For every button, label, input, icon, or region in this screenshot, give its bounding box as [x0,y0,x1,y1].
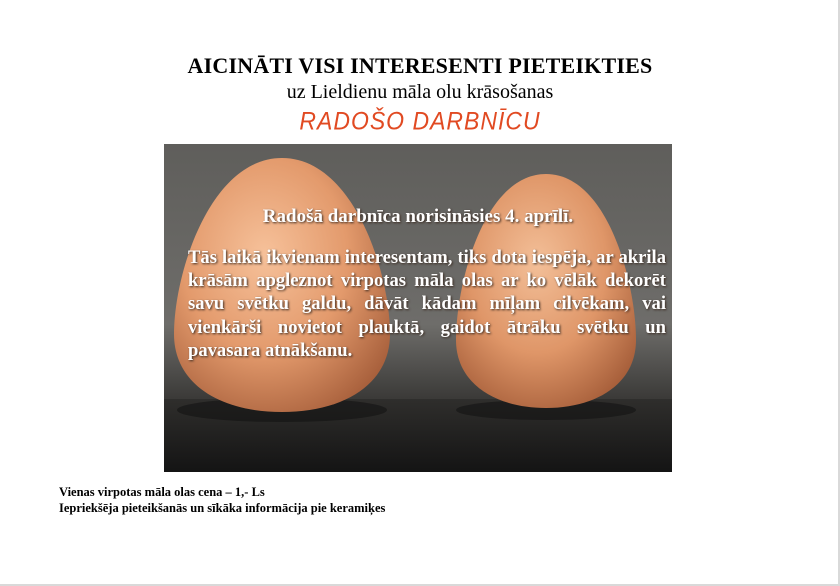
egg-price: Vienas virpotas māla olas cena – 1,- Ls [59,485,265,499]
workshop-description: Tās laikā ikvienam interesentam, tiks dota iespēja, ar akrila krāsām apgleznot virpotas māla olas ar ko vēlāk dekorēt savu svētku galdu, dāvāt kādam mīļam cilvēkam, vai vienkārši novietot plauktā, gaidot ātrāku svētku un pavasara atnākšanu. [188,247,666,361]
page-title: AICINĀTI VISI INTERESENTI PIETEIKTIES [187,53,653,78]
eggs-photo [164,144,672,472]
workshop-date: Radošā darbnīca norisināsies 4. aprīlī. [262,206,574,227]
registration-info: Iepriekšēja pieteikšanās un sīkāka informācija pie keramiķes [59,501,386,515]
workshop-headline: RADOŠO DARBNĪCU [299,106,541,135]
page-subtitle: uz Lieldienu māla olu krāsošanas [286,81,554,103]
